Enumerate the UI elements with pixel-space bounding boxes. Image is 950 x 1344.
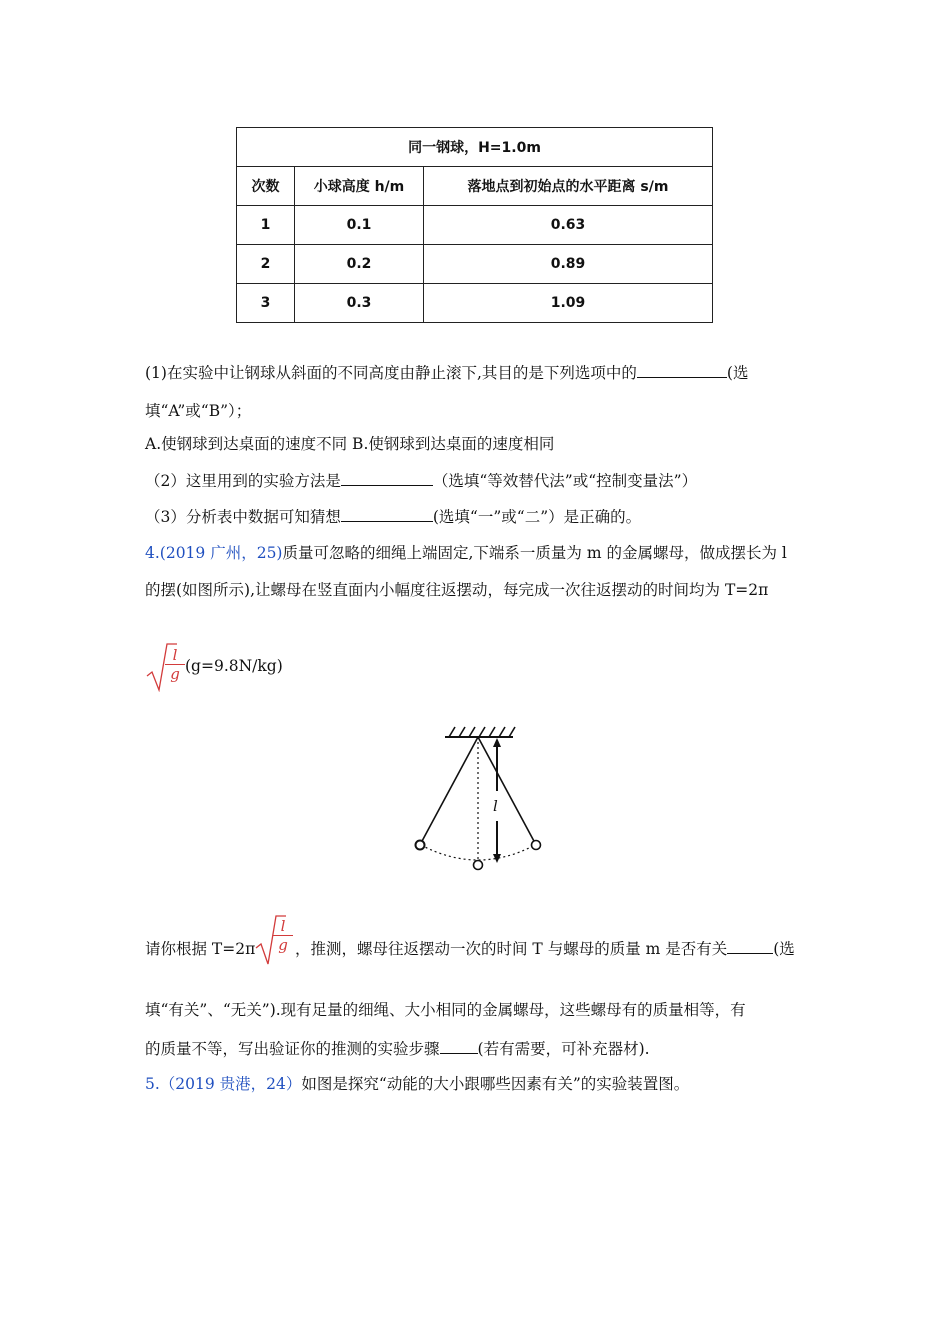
data-table	[236, 127, 713, 323]
pendulum-string	[421, 737, 478, 843]
table-cell: 0.2	[295, 245, 424, 284]
p4-line1	[145, 543, 787, 563]
table-title: 同一钢球，H=1.0m	[237, 128, 713, 167]
p4-text: 质量可忽略的细绳上端固定,下端系一质量为 m 的金属螺母，做成摆长为 l	[282, 544, 787, 562]
fraction	[165, 646, 185, 683]
answer-blank[interactable]	[727, 938, 773, 954]
q1-text: (1)在实验中让钢球从斜面的不同高度由静止滚下,其目的是下列选项中的	[145, 364, 637, 382]
fraction	[273, 917, 293, 954]
q2-tail: （选填“等效替代法”或“控制变量法”）	[432, 472, 698, 490]
p4-ask-line	[145, 912, 825, 968]
ask-rest	[295, 937, 795, 959]
table-cell: 0.3	[295, 284, 424, 323]
fraction-denominator: g	[278, 936, 288, 954]
p4-line6-tail: (若有需要，可补充器材).	[477, 1040, 650, 1058]
answer-blank[interactable]	[341, 470, 433, 486]
q1-tail: (选	[726, 364, 749, 382]
fraction-numerator: l	[273, 917, 293, 936]
table-cell: 2	[237, 245, 295, 284]
p4-line5: 填“有关”、“无关”).现有足量的细绳、大小相同的金属螺母，这些螺母有的质量相等，有	[145, 1001, 746, 1019]
table-row	[237, 245, 713, 284]
q3-tail: (选填“一”或“二”）是正确的。	[432, 508, 642, 526]
ask-prefix: 请你根据 T=2π	[145, 940, 256, 958]
gravity-note: (g=9.8N/kg)	[185, 657, 283, 675]
table-cell: 0.1	[295, 206, 424, 245]
table-cell: 0.89	[424, 245, 713, 284]
pendulum-bob	[416, 841, 425, 850]
p4-line2: 的摆(如图所示),让螺母在竖直面内小幅度往返摆动，每完成一次往返摆动的时间均为 T=2π	[145, 581, 769, 599]
q3-text: （3）分析表中数据可知猜想	[145, 508, 341, 526]
table-cell: 1	[237, 206, 295, 245]
fraction-denominator: g	[170, 665, 180, 683]
fraction-numerator: l	[165, 646, 185, 665]
p5-line	[145, 1074, 689, 1094]
answer-blank[interactable]	[341, 506, 433, 522]
q1-options: A.使钢球到达桌面的速度不同 B.使钢球到达桌面的速度相同	[145, 435, 555, 453]
ask-tail: (选	[773, 940, 795, 958]
p4-source: 4.(2019 广州，25)	[145, 544, 283, 562]
table-cell: 3	[237, 284, 295, 323]
p4-line6-prefix: 的质量不等，写出验证你的推测的实验步骤	[145, 1040, 440, 1058]
ask-suffix: ，推测，螺母往返摆动一次的时间 T 与螺母的质量 m 是否有关	[295, 940, 728, 958]
pendulum-figure	[405, 725, 555, 875]
q1-line2: 填“A”或“B”）；	[145, 402, 252, 420]
table-header: 小球高度 h/m	[295, 167, 424, 206]
p5-source: 5.（2019 贵港，24）	[145, 1075, 302, 1093]
length-label: l	[493, 797, 498, 815]
q2-line	[145, 470, 697, 491]
table-row	[237, 284, 713, 323]
table-cell: 0.63	[424, 206, 713, 245]
q2-text: （2）这里用到的实验方法是	[145, 472, 341, 490]
answer-blank[interactable]	[440, 1038, 478, 1054]
table-header: 次数	[237, 167, 295, 206]
q1-line1	[145, 362, 748, 383]
table-header: 落地点到初始点的水平距离 s/m	[424, 167, 713, 206]
p5-text: 如图是探究“动能的大小跟哪些因素有关”的实验装置图。	[301, 1075, 690, 1093]
table-row	[237, 206, 713, 245]
p4-line6	[145, 1038, 650, 1059]
q3-line	[145, 506, 641, 527]
table-cell: 1.09	[424, 284, 713, 323]
answer-blank[interactable]	[637, 362, 727, 378]
